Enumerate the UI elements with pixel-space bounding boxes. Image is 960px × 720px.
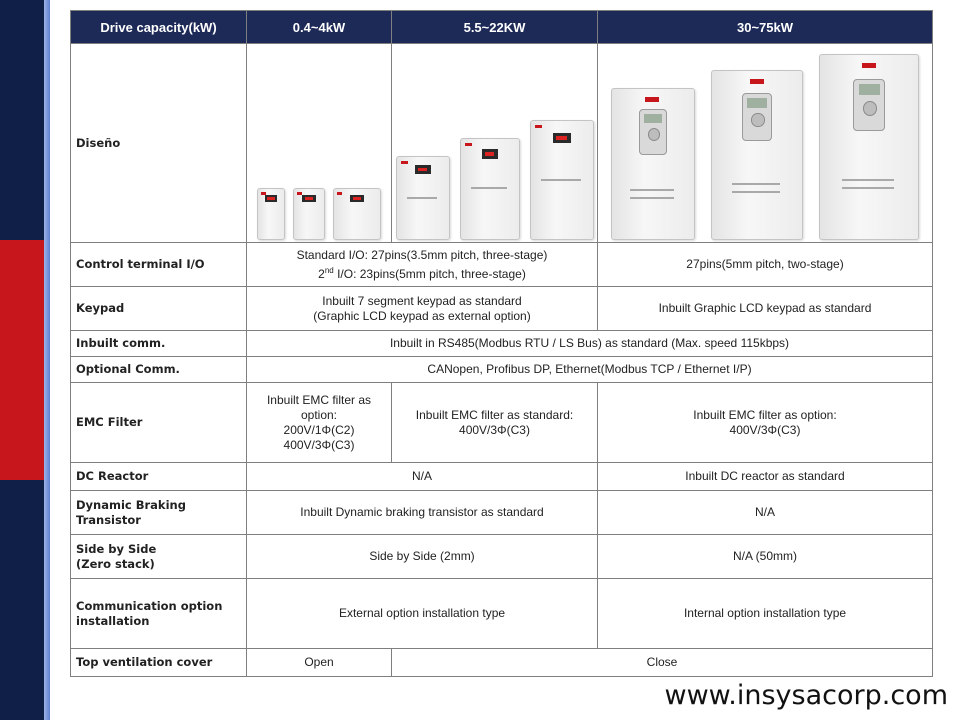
comm-option-install-value-small-medium: External option installation type: [247, 579, 598, 649]
emc-filter-row: [71, 383, 933, 463]
emc-medium-line2: 400V/3Φ(C3): [459, 422, 530, 437]
side-by-side-row: [71, 535, 933, 579]
emc-small-line4: 400V/3Φ(C3): [283, 437, 355, 452]
small-drive-image: [333, 188, 381, 240]
large-drive-image: [711, 70, 803, 240]
design-image-medium: [392, 44, 598, 243]
design-label: Diseño: [71, 44, 247, 243]
dynamic-braking-row: [71, 491, 933, 535]
emc-filter-label: EMC Filter: [71, 383, 247, 463]
small-drive-image: [293, 188, 325, 240]
optional-comm-value: CANopen, Profibus DP, Ethernet(Modbus TCP / Ethernet I/P): [247, 357, 933, 383]
emc-filter-value-small: [247, 383, 392, 463]
dc-reactor-value-large: Inbuilt DC reactor as standard: [598, 463, 933, 491]
top-ventilation-label: Top ventilation cover: [71, 649, 247, 677]
header-row: [71, 11, 933, 44]
emc-filter-value-large: [598, 383, 933, 463]
inbuilt-comm-row: [71, 331, 933, 357]
header-drive-capacity: Drive capacity(kW): [71, 11, 247, 44]
dynamic-braking-value-large: N/A: [598, 491, 933, 535]
left-blue-stripe: [44, 0, 50, 720]
side-by-side-label-line2: (Zero stack): [76, 556, 155, 571]
header-range-5-5-22kw: 5.5~22KW: [392, 11, 598, 44]
side-by-side-value-large: N/A (50mm): [598, 535, 933, 579]
left-red-band: [0, 240, 44, 480]
medium-drive-image: [530, 120, 594, 240]
header-range-30-75kw: 30~75kW: [598, 11, 933, 44]
comm-option-install-label-line1: Communication option: [76, 598, 223, 613]
control-terminal-line2-sup: nd: [324, 265, 334, 275]
top-ventilation-value-small: Open: [247, 649, 392, 677]
emc-large-line2: 400V/3Φ(C3): [729, 422, 801, 437]
website-url: www.insysacorp.com: [664, 680, 948, 711]
control-terminal-value-small-medium: [247, 243, 598, 287]
comm-option-install-label: [71, 579, 247, 649]
dc-reactor-row: [71, 463, 933, 491]
dc-reactor-value-small-medium: N/A: [247, 463, 598, 491]
emc-small-line2: option:: [300, 407, 338, 422]
design-image-large: [598, 44, 933, 243]
side-by-side-label-line1: Side by Side: [76, 541, 157, 556]
emc-small-line3: 200V/1Φ(C2): [283, 422, 355, 437]
dc-reactor-label: DC Reactor: [71, 463, 247, 491]
comm-option-install-value-large: Internal option installation type: [598, 579, 933, 649]
keypad-line2: (Graphic LCD keypad as external option): [313, 308, 531, 323]
small-drive-image: [257, 188, 285, 240]
medium-drive-image: [396, 156, 450, 240]
emc-small-line1: Inbuilt EMC filter as: [266, 392, 372, 407]
side-by-side-label: [71, 535, 247, 579]
top-ventilation-row: [71, 649, 933, 677]
control-terminal-line2-num: 2: [318, 266, 325, 281]
optional-comm-label: Optional Comm.: [71, 357, 247, 383]
inbuilt-comm-label: Inbuilt comm.: [71, 331, 247, 357]
dynamic-braking-label: Dynamic Braking Transistor: [71, 491, 247, 535]
side-by-side-value-small-medium: Side by Side (2mm): [247, 535, 598, 579]
control-terminal-label: Control terminal I/O: [71, 243, 247, 287]
keypad-line1: Inbuilt 7 segment keypad as standard: [322, 293, 522, 308]
medium-drive-image: [460, 138, 520, 240]
optional-comm-row: [71, 357, 933, 383]
design-image-small: [247, 44, 392, 243]
drive-spec-table: [70, 10, 933, 677]
keypad-value-large: Inbuilt Graphic LCD keypad as standard: [598, 287, 933, 331]
emc-large-line1: Inbuilt EMC filter as option:: [693, 407, 837, 422]
header-range-0-4-4kw: 0.4~4kW: [247, 11, 392, 44]
large-drive-image: [611, 88, 695, 240]
control-terminal-value-large: 27pins(5mm pitch, two-stage): [598, 243, 933, 287]
keypad-row: [71, 287, 933, 331]
control-terminal-line2-rest: I/O: 23pins(5mm pitch, three-stage): [333, 266, 526, 281]
emc-filter-value-medium: [392, 383, 598, 463]
large-drive-image: [819, 54, 919, 240]
emc-medium-line1: Inbuilt EMC filter as standard:: [415, 407, 574, 422]
control-terminal-line1: Standard I/O: 27pins(3.5mm pitch, three-stage): [296, 247, 548, 262]
control-terminal-row: [71, 243, 933, 287]
comm-option-install-row: [71, 579, 933, 649]
inbuilt-comm-value: Inbuilt in RS485(Modbus RTU / LS Bus) as standard (Max. speed 115kbps): [247, 331, 933, 357]
comm-option-install-label-line2: installation: [76, 613, 150, 628]
keypad-value-small-medium: [247, 287, 598, 331]
keypad-label: Keypad: [71, 287, 247, 331]
top-ventilation-value-medium-large: Close: [392, 649, 933, 677]
design-row: [71, 44, 933, 243]
dynamic-braking-value-small-medium: Inbuilt Dynamic braking transistor as standard: [247, 491, 598, 535]
